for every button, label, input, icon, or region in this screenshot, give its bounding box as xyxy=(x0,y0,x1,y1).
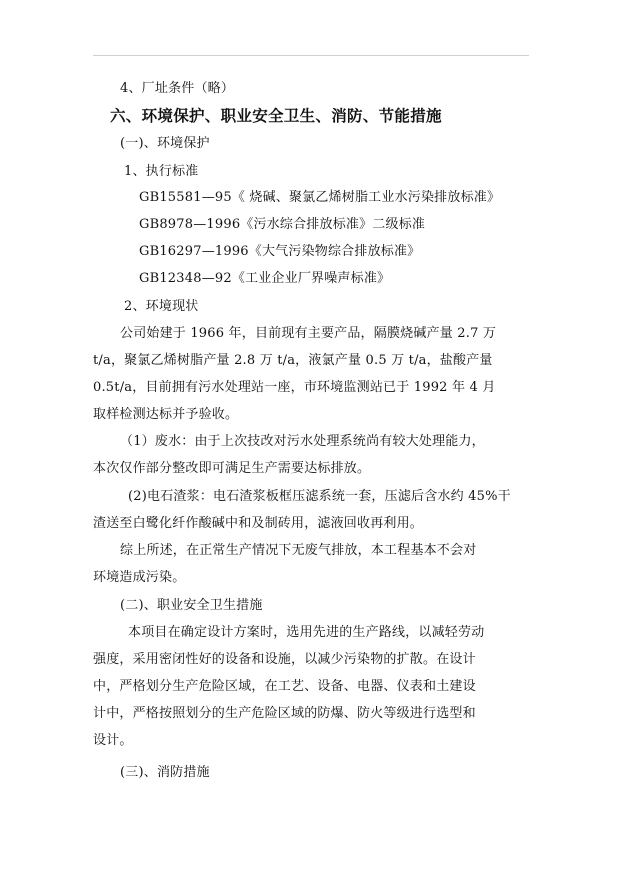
paragraph-line: 本次仅作部分整改即可满足生产需要达标排放。 xyxy=(93,461,371,476)
paragraph-line: 设计。 xyxy=(93,733,133,748)
header-rule xyxy=(93,55,529,56)
paragraph-line: 渣送至白鹭化纤作酸碱中和及制砖用，滤液回收再利用。 xyxy=(93,516,424,531)
subsection-safety: (二)、职业安全卫生措施 xyxy=(120,598,263,613)
standard-line: GB8978—1996《污水综合排放标准》二级标准 xyxy=(139,217,426,232)
chapter-title: 六、环境保护、职业安全卫生、消防、节能措施 xyxy=(110,106,442,125)
paragraph-line: 公司始建于 1966 年，目前现有主要产品，隔膜烧碱产量 2.7 万 xyxy=(120,326,497,341)
paragraph-line: 0.5t/a，目前拥有污水处理站一座，市环境监测站已于 1992 年 4 月 xyxy=(93,380,496,395)
standard-line: GB12348—92《工业企业厂界噪声标准》 xyxy=(139,271,391,286)
subsection-fire: (三)、消防措施 xyxy=(120,765,210,780)
paragraph-line: (2)电石渣浆：电石渣浆板框压滤系统一套，压滤后含水约 45%干 xyxy=(128,489,511,504)
paragraph-line: 综上所述，在正常生产情况下无废气排放，本工程基本不会对 xyxy=(120,543,477,558)
paragraph-line: 取样检测达标并予验收。 xyxy=(93,407,239,422)
standard-line: GB15581—95《 烧碱、聚氯乙烯树脂工业水污染排放标准》 xyxy=(139,190,501,205)
paragraph-line: 本项目在确定设计方案时，选用先进的生产路线，以减轻劳动 xyxy=(128,625,485,640)
item-status: 2、环境现状 xyxy=(124,299,199,314)
standard-line: GB16297—1996《大气污染物综合排放标准》 xyxy=(139,244,421,259)
item-standards: 1、执行标准 xyxy=(124,164,199,179)
paragraph-line: 计中，严格按照划分的生产危险区域的防爆、防火等级进行选型和 xyxy=(93,706,476,721)
paragraph-line: （1）废水：由于上次技改对污水处理系统尚有较大处理能力， xyxy=(120,434,485,449)
paragraph-line: 中，严格划分生产危险区域，在工艺、设备、电器、仪表和土建设 xyxy=(93,679,476,694)
paragraph-line: t/a，聚氯乙烯树脂产量 2.8 万 t/a，液氯产量 0.5 万 t/a，盐酸产量 xyxy=(93,353,493,368)
paragraph-line: 强度，采用密闭性好的设备和设施，以减少污染物的扩散。在设计 xyxy=(93,652,476,667)
subsection-environment: (一)、环境保护 xyxy=(120,136,210,151)
section-4-heading: 4、厂址条件（略） xyxy=(120,81,235,96)
paragraph-line: 环境造成污染。 xyxy=(93,570,186,585)
